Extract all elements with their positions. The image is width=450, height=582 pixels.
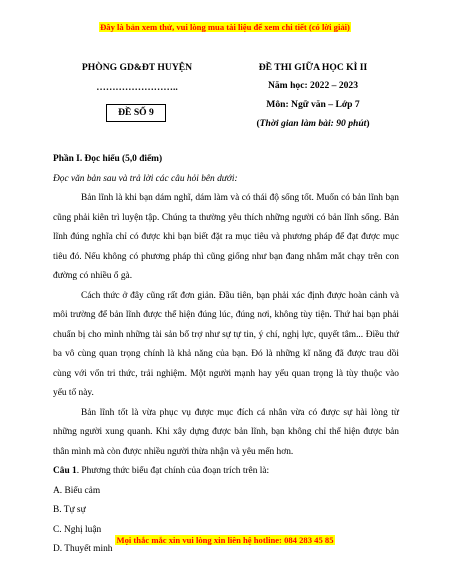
school-year: Năm học: 2022 – 2023 [267, 80, 359, 91]
answer-option: D. Thuyết minh [53, 544, 113, 554]
question-text: . Phương thức biểu đạt chính của đoạn trích trên là: [76, 466, 270, 476]
passage-paragraph: Bản lĩnh tốt là vừa phục vụ được mục đích cá nhân vừa có được sự hài lòng từ những người xung quanh. Khi xây dựng được bản lĩnh, bạn không chỉ thể hiện được bản thân mình mà còn được nhiều người thừa nhận và yêu mến hơn. [53, 407, 399, 457]
subject-line: Môn: Ngữ văn – Lớp 7 [266, 99, 360, 110]
answer-option: A. Biểu cảm [53, 485, 101, 496]
reading-instruction: Đọc văn bản sau và trả lời các câu hỏi bên dưới: [53, 173, 238, 184]
hotline-banner [0, 535, 450, 545]
exam-code-box: ĐỀ SỐ 9 [106, 104, 166, 122]
hotline-text: Mọi thắc mắc xin vui lòng xin liên hệ hotline: 084 283 45 85 [116, 535, 334, 545]
section-title: Phần I. Đọc hiểu (5,0 điểm) [53, 154, 163, 164]
preview-notice-text: Đây là bản xem thử, vui lòng mua tài liệu để xem chi tiết (có lời giải) [100, 22, 350, 32]
exam-content [53, 150, 399, 560]
passage-paragraph: Bản lĩnh là khi bạn dám nghĩ, dám làm và có thái độ sống tốt. Muốn có bản lĩnh bạn cũng phải kiên trì luyện tập. Chúng ta thường yêu thích những người có bản lĩnh sống. Bản lĩnh đúng nghĩa chỉ có được khi bạn biết đặt ra mục tiêu và phương pháp để đạt được mục tiêu đó. Nếu không có phương pháp thì cũng giống như bạn đang nhắm mắt chạy trên con đường có nhiều ổ gà. [53, 193, 399, 281]
time-label: Thời gian làm bài: 90 phút [259, 118, 367, 129]
preview-notice-banner [0, 22, 450, 32]
answer-option: B. Tự sự [53, 505, 86, 515]
department-name: PHÒNG GD&ĐT HUYỆN [81, 62, 193, 73]
district-blank: …………………….. [96, 82, 178, 93]
answer-option: C. Nghị luận [53, 524, 102, 535]
time-limit [238, 118, 388, 129]
time-open-paren: ( [256, 118, 260, 129]
time-close-paren: ) [366, 118, 370, 129]
question-label: Câu 1 [53, 466, 77, 476]
passage-paragraph: Cách thức ở đây cũng rất đơn giản. Đầu tiên, bạn phải xác định được hoàn cảnh và môi trường để bản lĩnh được thể hiện đúng lúc, đúng nơi, không tùy tiện. Thứ hai bạn phải chuẩn bị cho mình những tài sản bổ trợ như sự tự tin, ý chí, nghị lực, quyết tâm... Điều thứ ba vô cùng quan trọng chính là khả năng của bạn. Đó là những kĩ năng đã được trau dồi cùng với vốn tri thức, trải nghiệm. Một người mạnh hay yếu quan trọng là tùy thuộc vào yếu tố này. [53, 290, 399, 398]
question-1 [53, 462, 399, 482]
exam-title: ĐỀ THI GIỮA HỌC KÌ II [258, 62, 368, 73]
